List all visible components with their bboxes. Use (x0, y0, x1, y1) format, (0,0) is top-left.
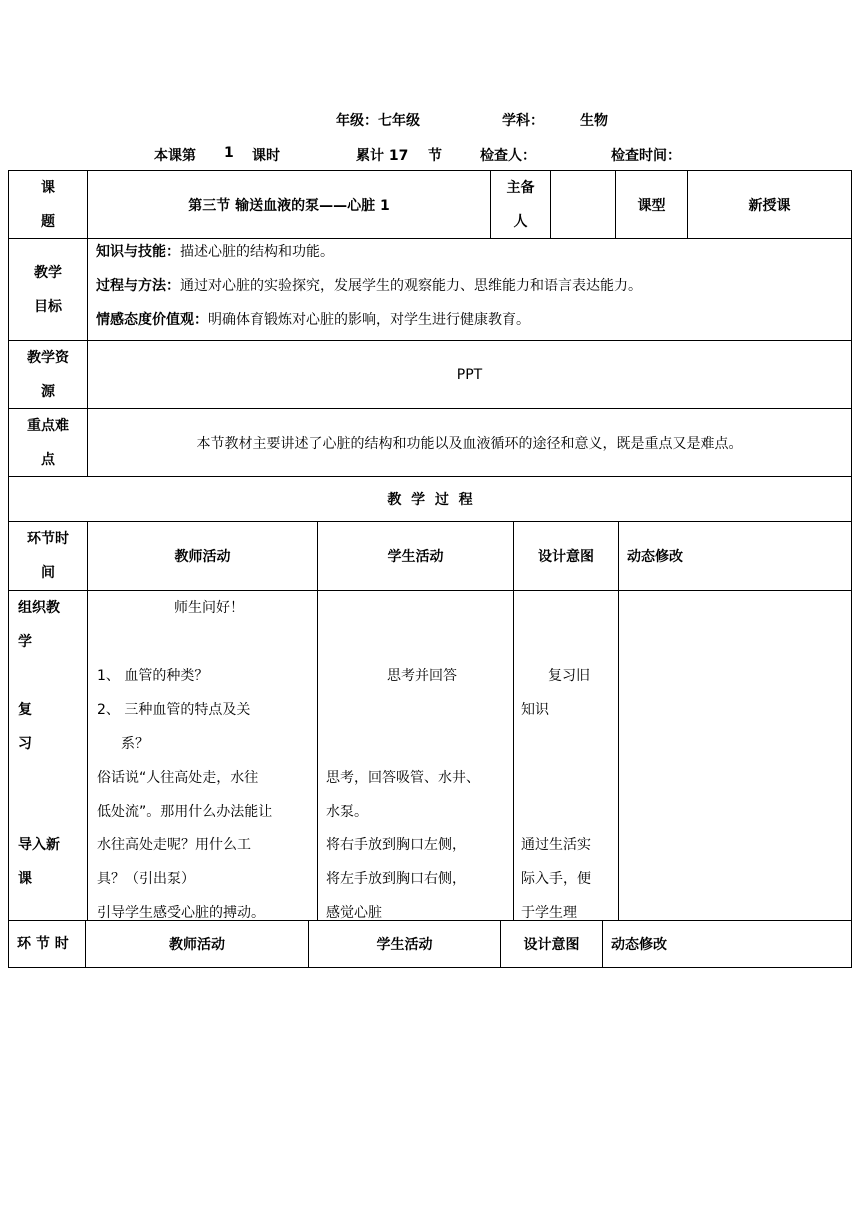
goal-attitude (96, 303, 530, 337)
lesson-label: 本课第 (154, 148, 196, 164)
body-border-col2 (317, 590, 318, 921)
student-line-4: 将右手放到胸口左侧， (326, 837, 466, 853)
body-border-col1 (87, 590, 88, 921)
stage-organize-line1: 组织教 (18, 600, 60, 616)
stage-intro-line2: 课 (18, 871, 32, 887)
lesson-unit: 课时 (252, 148, 280, 164)
total-unit: 节 (428, 148, 442, 164)
subject-label: 学科： (502, 113, 544, 129)
goal-process-text: 通过对心脏的实验探究，发展学生的观察能力、思维能力和语言表达能力。 (180, 278, 642, 294)
goal-attitude-title: 情感态度价值观： (96, 312, 208, 328)
resources-value: PPT (87, 340, 852, 409)
body-border-col4 (618, 590, 619, 921)
key-points-label-line1: 重点难 (27, 417, 69, 434)
subject-value: 生物 (580, 113, 608, 129)
col-design-header: 设计意图 (513, 521, 619, 591)
teacher-line-6: 低处流”。那用什么办法能让 (97, 804, 273, 820)
body-border-left (8, 590, 9, 921)
goal-process-title: 过程与方法： (96, 278, 180, 294)
checker-label: 检查人： (480, 148, 536, 164)
student-line-3: 水泵。 (326, 804, 368, 820)
col-teacher-header: 教师活动 (87, 521, 318, 591)
goals-content (87, 238, 852, 341)
goal-knowledge (96, 235, 334, 269)
check-time-label: 检查时间： (611, 148, 681, 164)
teacher-line-8: 具？（引出泵） (97, 871, 195, 887)
repeat-col-modify: 动态修改 (602, 920, 852, 968)
goal-knowledge-text: 描述心脏的结构和功能。 (180, 244, 334, 260)
stage-review-line1: 复 (18, 702, 32, 718)
teacher-line-9: 引导学生感受心脏的搏动。 (97, 905, 265, 921)
design-line-4: 际入手，便 (521, 871, 591, 887)
host-value (550, 170, 616, 239)
topic-value: 第三节 输送血液的泵——心脏 1 (87, 170, 491, 239)
col-stage-header-line1: 环节时 (27, 531, 69, 547)
lesson-number: 1 (224, 145, 234, 161)
host-label (490, 170, 551, 239)
topic-label-line1: 课 (41, 179, 55, 196)
goal-process (96, 269, 642, 303)
key-points-value: 本节教材主要讲述了心脏的结构和功能以及血液循环的途径和意义，既是重点又是难点。 (87, 408, 852, 477)
teacher-line-2: 1、 血管的种类？ (97, 668, 209, 684)
design-line-5: 于学生理 (521, 905, 577, 921)
teacher-line-3: 2、 三种血管的特点及关 (97, 702, 251, 718)
teacher-line-4: 系？ (121, 736, 149, 752)
student-line-5: 将左手放到胸口右侧， (326, 871, 466, 887)
key-points-label-line2: 点 (41, 451, 55, 468)
topic-label (8, 170, 88, 239)
body-border-right (851, 590, 852, 921)
student-line-1: 思考并回答 (387, 668, 457, 684)
goals-label-line2: 目标 (34, 298, 62, 315)
key-points-label (8, 408, 88, 477)
grade-label: 年级：七年级 (336, 113, 420, 129)
goal-attitude-text: 明确体育锻炼对心脏的影响，对学生进行健康教育。 (208, 312, 530, 328)
repeat-col-teacher: 教师活动 (85, 920, 309, 968)
student-line-6: 感觉心脏 (326, 905, 382, 921)
design-line-1: 复习旧 (548, 668, 590, 684)
resources-label-line2: 源 (41, 383, 55, 400)
col-stage-header-line2: 间 (41, 565, 55, 581)
design-line-2: 知识 (521, 702, 549, 718)
host-label-line1: 主备 (506, 179, 535, 196)
repeat-col-stage: 环 节 时 (8, 920, 86, 968)
repeat-col-student: 学生活动 (308, 920, 501, 968)
goals-label (8, 238, 88, 341)
topic-label-line2: 题 (41, 213, 55, 230)
design-line-3: 通过生活实 (521, 837, 591, 853)
goal-knowledge-title: 知识与技能： (96, 244, 180, 260)
resources-label-line1: 教学资 (27, 349, 69, 366)
resources-label (8, 340, 88, 409)
col-student-header: 学生活动 (317, 521, 514, 591)
teacher-line-7: 水往高处走呢？用什么工 (97, 837, 251, 853)
teacher-line-1: 师生问好！ (174, 600, 244, 616)
goals-label-line1: 教学 (34, 264, 62, 281)
stage-review-line2: 习 (18, 736, 32, 752)
col-stage-header (8, 521, 88, 591)
body-border-col3 (513, 590, 514, 921)
stage-intro-line1: 导入新 (18, 837, 60, 853)
course-type-value: 新授课 (687, 170, 852, 239)
stage-organize-line2: 学 (18, 634, 32, 650)
col-modify-header: 动态修改 (618, 521, 852, 591)
process-title: 教 学 过 程 (8, 476, 852, 522)
repeat-col-design: 设计意图 (500, 920, 603, 968)
student-line-2: 思考，回答吸管、水井、 (326, 770, 480, 786)
teacher-line-5: 俗话说“人往高处走，水往 (97, 770, 259, 786)
host-label-line2: 人 (513, 213, 528, 230)
total-label: 累计 17 (356, 148, 409, 164)
course-type-label: 课型 (615, 170, 688, 239)
